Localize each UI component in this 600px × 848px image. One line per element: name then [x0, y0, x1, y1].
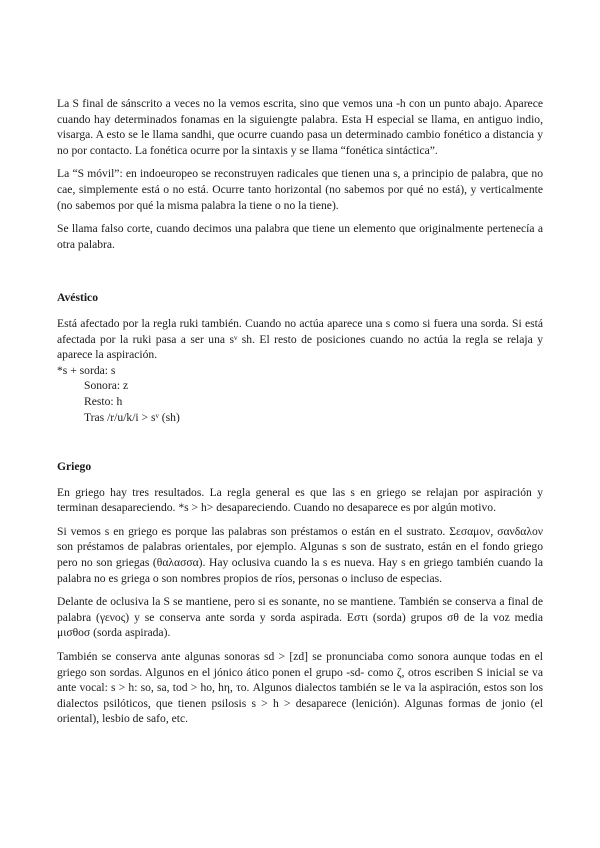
- griego-paragraph-4: También se conserva ante algunas sonoras sd > [zd] se pronunciaba como sonora aunque todas en el griego son sordas. Algunos en el jónico ático ponen el grupo -sd- como ζ, otros escriben S inicial se va ante vocal: s > h: so, sa, tod > ho, hη, το. Algunos dialectos también se le va la aspiración, estos son los dialectos psilóticos, que tienen psilosis s > h > desaparece (lenición). Algunas formas de jonio (el oriental), lesbio de safo, etc.: [57, 650, 543, 726]
- rule-line: Sonora: z: [84, 379, 129, 393]
- avestico-paragraph-1: Está afectado por la regla ruki también. Cuando no actúa aparece una s como si fuera una sorda. Si está afectada por la ruki pasa a ser una sᵛ sh. El resto de posiciones cuando no actúa la regla se relaja y aparece la aspiración.: [57, 316, 543, 362]
- rule-line: Tras /r/u/k/i > sᵛ (sh): [84, 410, 180, 424]
- section-heading-griego: Griego: [57, 460, 92, 474]
- griego-paragraph-1: En griego hay tres resultados. La regla general es que las s en griego se relajan por aspiración y terminan desapareciendo. *s > h> desapareciendo. Cuando no desaparece es por algún motivo.: [57, 485, 543, 515]
- section-heading-avestico: Avéstico: [57, 291, 98, 305]
- document-page: [57, 96, 543, 735]
- intro-paragraph-3: Se llama falso corte, cuando decimos una palabra que tiene un elemento que originalmente pertenecía a otra palabra.: [57, 222, 543, 251]
- avestico-rules: [57, 363, 543, 425]
- rule-line: Resto: h: [84, 394, 123, 408]
- griego-paragraph-2: Si vemos s en griego es porque las palabras son préstamos o están en el sustrato. Σεσαμον, σανδαλον son préstamos de palabras orientales, por ejemplo. Algunas s son de sustrato, están en el fondo griego pero no son griegas (θαλασσα). Hay oclusiva cuando la s es nueva. Hay s en griego también cuando la palabra no es griega o son nombres propios de ríos, personas o incluso de especias.: [57, 524, 543, 585]
- intro-paragraph-1: La S final de sánscrito a veces no la vemos escrita, sino que vemos una -h con un punto abajo. Aparece cuando hay determinados fonamas en la siguiengte palabra. Esta H especial se llama, en antiguo indio, visarga. A esto se le llama sandhi, que ocurre cuando pasa un determinado cambio fonético a distancia y no por contacto. La fonética ocurre por la sintaxis y se llama “fonética sintáctica”.: [57, 97, 543, 157]
- griego-paragraph-3: Delante de oclusiva la S se mantiene, pero si es sonante, no se mantiene. También se conserva a final de palabra (γενος) y se conserva ante sorda y sorda aspirada. Εστι (sorda) grupos σθ de la voz media μισθοσ (sorda aspirada).: [57, 595, 543, 640]
- intro-paragraph-2: La “S móvil”: en indoeuropeo se reconstruyen radicales que tienen una s, a principio de palabra, que no cae, simplemente está o no está. Ocurre tanto horizontal (no sabemos por qué no está), y verticalmente (no sabemos por qué la misma palabra la tiene o no la tiene).: [57, 167, 543, 212]
- rule-line: *s + sorda: s: [57, 363, 116, 377]
- section-avestico: [57, 290, 543, 425]
- section-griego: [57, 459, 543, 727]
